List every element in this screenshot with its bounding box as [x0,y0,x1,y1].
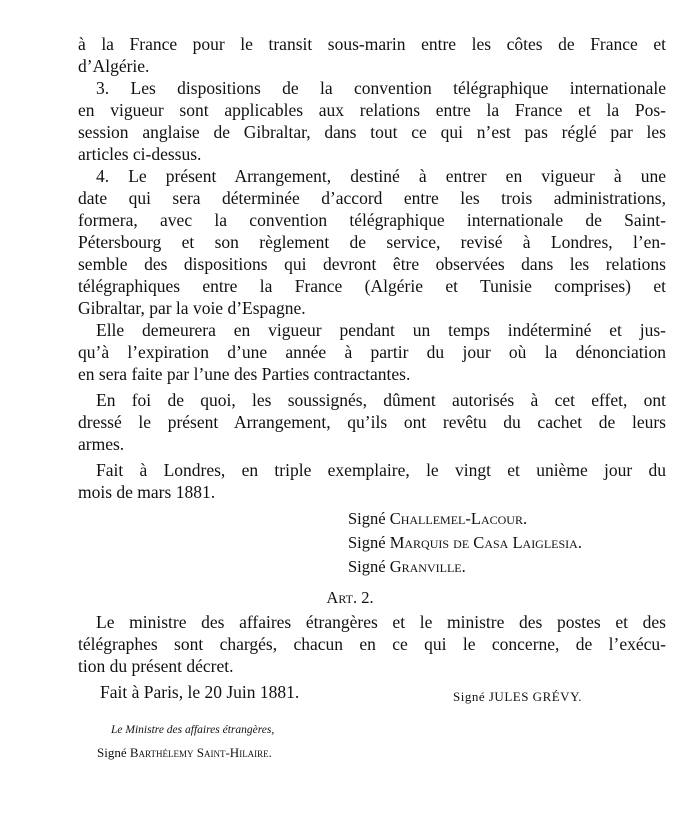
text-line: d’Algérie. [78,56,150,76]
text-line: armes. [78,434,125,454]
signature-granville [348,556,466,578]
text-line: en vigueur sont applicables aux relations entre la France et la Pos- [78,100,666,120]
signature-prefix: Signé [348,533,386,552]
text-line: Elle demeurera en vigueur pendant un temps indéterminé et jus- [96,320,666,340]
text-line: En foi de quoi, les soussignés, dûment autorisés à cet effet, ont [96,390,666,410]
text-line: en sera faite par l’une des Parties contractantes. [78,364,411,384]
signature-prefix: Signé [348,509,386,528]
text-line: date qui sera déterminée d’accord entre les trois administrations, [78,188,666,208]
text-line: qu’à l’expiration d’une année à partir du jour où la dénonciation [78,342,666,362]
text-line: session anglaise de Gibraltar, dans tout ce qui n’est pas réglé par les [78,122,666,142]
signature-challemel [348,508,527,530]
text-line: 4. Le présent Arrangement, destiné à entrer en vigueur à une [96,166,666,186]
signature-prefix: Signé [348,557,386,576]
text-line: à la France pour le transit sous-marin entre les côtes de France et [78,34,666,54]
text-line: semble des dispositions qui devront être observées dans les relations [78,254,666,274]
signature-president [453,688,582,706]
signatory-name: Marquis de Casa Laiglesia. [389,533,582,552]
signature-prefix: Signé [453,689,486,704]
text-line: Gibraltar, par la voie d’Espagne. [78,298,306,318]
signatory-name: Granville. [389,557,466,576]
text-line: Fait à Londres, en triple exemplaire, le vingt et unième jour du [96,460,666,480]
text-line: Fait à Paris, le 20 Juin 1881. [100,682,300,702]
text-line: Pétersbourg et son règlement de service, revisé à Londres, l’en- [78,232,666,252]
signatory-name: JULES GRÉVY. [488,689,583,704]
text-line: dressé le présent Arrangement, qu’ils ont revêtu du cachet de leurs [78,412,666,432]
text-line: tion du présent décret. [78,656,234,676]
text-line: articles ci-dessus. [78,144,202,164]
signature-casa-laiglesia [348,532,582,554]
signature-minister [97,744,272,762]
text-line: 3. Les dispositions de la convention télégraphique internationale [96,78,666,98]
text-line: formera, avec la convention télégraphique internationale de Saint- [78,210,666,230]
signature-prefix: Signé [97,745,127,760]
signatory-name: Challemel-Lacour. [389,509,528,528]
text-line: Le ministre des affaires étrangères et le ministre des postes et des [96,612,666,632]
text-line: télégraphes sont chargés, chacun en ce qui le concerne, de l’exécu- [78,634,666,654]
text-line: télégraphiques entre la France (Algérie et Tunisie comprises) et [78,276,666,296]
text-line: mois de mars 1881. [78,482,216,502]
signatory-name: Barthélemy Saint-Hilaire. [129,745,272,760]
article-heading: Art. 2. [326,588,374,607]
minister-title: Le Ministre des affaires étrangères, [111,724,275,736]
